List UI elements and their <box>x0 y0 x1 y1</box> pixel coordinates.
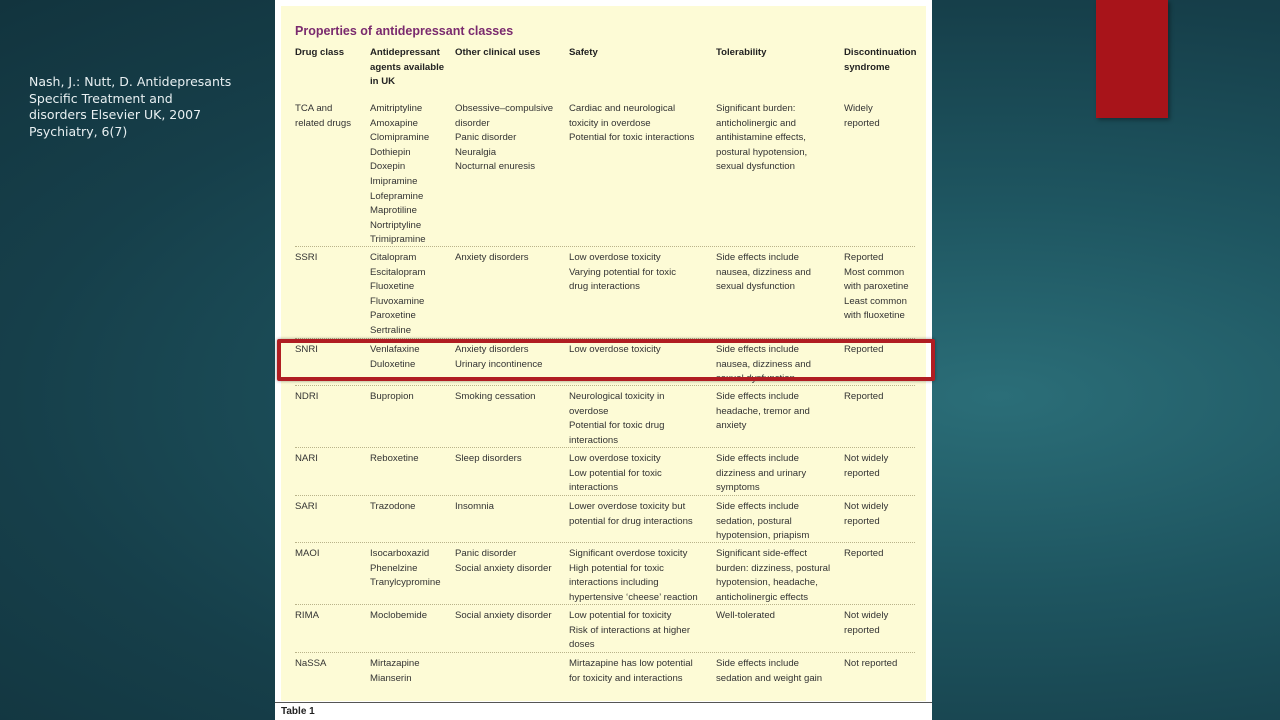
cell-drug-class <box>295 452 318 467</box>
header-discontinuation-line: Discontinuation <box>844 47 917 58</box>
cell-safety-line: Low potential for toxic <box>569 467 662 479</box>
cell-drug-class <box>295 657 326 672</box>
cell-tolerability <box>716 390 810 434</box>
cell-discontinuation-line: Not widely <box>844 501 889 512</box>
cell-tolerability-line: Well-tolerated <box>716 610 776 621</box>
cell-safety <box>569 390 664 448</box>
cell-discontinuation-line: with paroxetine <box>844 281 909 293</box>
cell-drug-class-line: SSRI <box>295 252 318 263</box>
cell-safety <box>569 609 690 653</box>
cell-agents-line: Phenelzine <box>370 562 418 574</box>
cell-other-uses-line: Insomnia <box>455 501 494 512</box>
cell-discontinuation-line: reported <box>844 117 880 129</box>
cell-agents-line: Fluvoxamine <box>370 295 425 307</box>
cell-other-uses-line: Urinary incontinence <box>455 358 543 370</box>
cell-agents-line: Trazodone <box>370 501 416 512</box>
cell-discontinuation-line: Widely <box>844 103 873 114</box>
cell-discontinuation <box>844 547 883 562</box>
cell-drug-class <box>295 251 317 266</box>
table-title: Properties of antidepressant classes <box>295 24 514 38</box>
header-tolerability-line: Tolerability <box>716 47 767 58</box>
cell-discontinuation <box>844 102 880 131</box>
header-safety-line: Safety <box>569 47 598 58</box>
cell-discontinuation <box>844 500 888 529</box>
cell-other-uses <box>455 609 552 624</box>
cell-tolerability-line: Side effects include <box>716 658 800 669</box>
cell-tolerability-line: nausea, dizziness and <box>716 358 811 370</box>
cell-tolerability-line: Side effects include <box>716 391 800 402</box>
cell-drug-class-line: MAOI <box>295 548 320 559</box>
cell-other-uses <box>455 500 494 515</box>
cell-safety <box>569 657 693 686</box>
cell-safety-line: for toxicity and interactions <box>569 672 683 684</box>
cell-discontinuation <box>844 390 883 405</box>
cell-agents <box>370 500 416 515</box>
header-agents-line: agents available <box>370 61 445 73</box>
cell-agents-line: Mirtazapine <box>370 658 420 669</box>
cell-other-uses <box>455 390 536 405</box>
cell-agents-line: Nortriptyline <box>370 219 422 231</box>
cell-safety-line: Risk of interactions at higher <box>569 624 691 636</box>
row-divider <box>295 495 915 496</box>
cell-safety-line: Low potential for toxicity <box>569 610 672 621</box>
cell-discontinuation-line: Reported <box>844 391 884 402</box>
cell-other-uses-line: disorder <box>455 117 490 129</box>
cell-agents-line: Reboxetine <box>370 453 419 464</box>
cell-tolerability-line: Significant burden: <box>716 103 796 114</box>
cell-agents-line: Sertraline <box>370 324 412 336</box>
cell-agents <box>370 251 425 339</box>
citation-text <box>29 74 254 140</box>
cell-safety <box>569 102 694 146</box>
cell-drug-class <box>295 609 319 624</box>
cell-other-uses-line: Anxiety disorders <box>455 252 529 263</box>
cell-safety <box>569 547 698 605</box>
cell-safety-line: Neurological toxicity in <box>569 391 665 402</box>
cell-drug-class-line: SNRI <box>295 344 318 355</box>
cell-tolerability-line: sedation and weight gain <box>716 672 823 684</box>
row-divider <box>295 246 915 247</box>
cell-tolerability-line: sedation, postural <box>716 515 792 527</box>
cell-tolerability-line: dizziness and urinary <box>716 467 807 479</box>
cell-other-uses <box>455 102 553 175</box>
cell-other-uses-line: Obsessive–compulsive <box>455 103 554 114</box>
cell-discontinuation-line: Reported <box>844 344 884 355</box>
cell-safety-line: interactions <box>569 434 619 446</box>
cell-tolerability-line: Side effects include <box>716 252 800 263</box>
cell-safety-line: Lower overdose toxicity but <box>569 501 686 512</box>
header-other-uses-line: Other clinical uses <box>455 47 541 58</box>
row-divider <box>295 604 915 605</box>
cell-agents-line: Escitalopram <box>370 266 426 278</box>
snri-row-highlight <box>277 339 935 381</box>
cell-agents-line: Bupropion <box>370 391 414 402</box>
cell-safety-line: interactions <box>569 482 619 494</box>
cell-discontinuation-line: with fluoxetine <box>844 310 905 322</box>
cell-drug-class <box>295 547 320 562</box>
cell-drug-class-line: NaSSA <box>295 658 327 669</box>
cell-safety-line: interactions including <box>569 577 659 589</box>
cell-agents-line: Tranylcypromine <box>370 577 441 589</box>
cell-drug-class-line: SARI <box>295 501 318 512</box>
cell-agents-line: Doxepin <box>370 161 406 173</box>
cell-safety-line: Low overdose toxicity <box>569 252 661 263</box>
cell-tolerability-line: symptoms <box>716 482 760 494</box>
header-discontinuation-line: syndrome <box>844 61 890 73</box>
cell-other-uses-line: Neuralgia <box>455 146 497 158</box>
cell-tolerability <box>716 547 830 605</box>
cell-tolerability-line: Significant side-effect <box>716 548 808 559</box>
cell-agents-line: Dothiepin <box>370 146 411 158</box>
cell-agents <box>370 452 419 467</box>
citation-line: Psychiatry, 6(7) <box>29 123 128 139</box>
cell-discontinuation <box>844 452 888 481</box>
row-divider <box>295 447 915 448</box>
cell-agents-line: Isocarboxazid <box>370 548 430 559</box>
cell-discontinuation-line: reported <box>844 624 880 636</box>
cell-tolerability-line: sexual dysfunction <box>716 161 795 173</box>
cell-tolerability-line: postural hypotension, <box>716 146 808 158</box>
cell-tolerability <box>716 452 806 496</box>
header-drug-class <box>295 46 344 61</box>
cell-other-uses <box>455 251 529 266</box>
cell-other-uses <box>455 547 552 576</box>
cell-tolerability-line: headache, tremor and <box>716 405 810 417</box>
cell-discontinuation <box>844 251 909 324</box>
cell-other-uses <box>455 452 522 467</box>
cell-agents-line: Moclobemide <box>370 610 428 621</box>
table-caption: Table 1 <box>281 706 315 717</box>
row-divider <box>295 652 915 653</box>
cell-safety-line: hypertensive ‘cheese’ reaction <box>569 591 698 603</box>
cell-tolerability <box>716 609 775 624</box>
cell-safety-line: Cardiac and neurological <box>569 103 676 114</box>
header-drug-class-line: Drug class <box>295 47 345 58</box>
cell-other-uses-line: Nocturnal enuresis <box>455 161 535 173</box>
header-discontinuation <box>844 46 916 75</box>
cell-agents-line: Clomipramine <box>370 132 430 144</box>
cell-tolerability-line: sexual dysfunction <box>716 281 795 293</box>
cell-drug-class <box>295 500 317 515</box>
cell-discontinuation-line: reported <box>844 515 880 527</box>
cell-tolerability <box>716 102 807 175</box>
cell-drug-class-line: related drugs <box>295 117 351 129</box>
cell-tolerability-line: nausea, dizziness and <box>716 266 811 278</box>
cell-safety-line: Mirtazapine has low potential <box>569 658 693 669</box>
cell-safety-line: Potential for toxic interactions <box>569 132 695 144</box>
cell-safety-line: doses <box>569 639 595 651</box>
citation-line: Specific Treatment and <box>29 90 173 106</box>
cell-drug-class <box>295 390 318 405</box>
cell-tolerability-line: antihistamine effects, <box>716 132 806 144</box>
caption-divider <box>275 702 932 703</box>
cell-agents-line: Amoxapine <box>370 117 418 129</box>
header-agents-line: in UK <box>370 76 396 88</box>
cell-discontinuation <box>844 657 897 672</box>
cell-drug-class-line: NDRI <box>295 391 319 402</box>
citation-line: Nash, J.: Nutt, D. Antidepresants <box>29 74 232 89</box>
cell-tolerability-line: burden: dizziness, postural <box>716 562 831 574</box>
row-divider <box>295 542 915 543</box>
cell-safety-line: Varying potential for toxic <box>569 266 677 278</box>
cell-tolerability-line: anticholinergic effects <box>716 591 809 603</box>
cell-agents-line: Venlafaxine <box>370 344 420 355</box>
header-agents <box>370 46 444 90</box>
cell-drug-class-line: NARI <box>295 453 318 464</box>
cell-agents-line: Lofepramine <box>370 190 424 202</box>
cell-agents <box>370 547 441 591</box>
cell-agents-line: Citalopram <box>370 252 417 263</box>
decorative-red-tab <box>1096 0 1168 118</box>
cell-tolerability-line: sexual dysfunction <box>716 373 795 385</box>
cell-discontinuation-line: reported <box>844 467 880 479</box>
header-safety <box>569 46 598 61</box>
cell-drug-class-line: RIMA <box>295 610 319 621</box>
cell-drug-class <box>295 102 351 131</box>
cell-tolerability-line: anticholinergic and <box>716 117 797 129</box>
cell-tolerability-line: hypotension, headache, <box>716 577 818 589</box>
cell-safety <box>569 500 693 529</box>
cell-safety-line: Significant overdose toxicity <box>569 548 688 559</box>
cell-agents-line: Amitriptyline <box>370 103 423 114</box>
cell-tolerability-line: Side effects include <box>716 501 800 512</box>
cell-agents-line: Imipramine <box>370 175 418 187</box>
cell-tolerability <box>716 500 809 544</box>
cell-safety-line: Low overdose toxicity <box>569 344 661 355</box>
cell-safety-line: Low overdose toxicity <box>569 453 661 464</box>
cell-agents-line: Fluoxetine <box>370 281 415 293</box>
cell-safety-line: overdose <box>569 405 609 417</box>
cell-safety-line: drug interactions <box>569 281 640 293</box>
cell-discontinuation-line: Reported <box>844 252 884 263</box>
cell-other-uses-line: Social anxiety disorder <box>455 562 552 574</box>
header-tolerability <box>716 46 766 61</box>
cell-drug-class-line: TCA and <box>295 103 333 114</box>
cell-agents-line: Trimipramine <box>370 234 426 246</box>
cell-agents <box>370 657 420 686</box>
cell-discontinuation-line: Not reported <box>844 658 898 669</box>
cell-agents <box>370 609 427 624</box>
cell-discontinuation <box>844 609 888 638</box>
cell-safety <box>569 452 662 496</box>
cell-tolerability-line: Side effects include <box>716 453 800 464</box>
cell-tolerability-line: hypotension, priapism <box>716 530 810 542</box>
header-other-uses <box>455 46 540 61</box>
cell-safety-line: toxicity in overdose <box>569 117 651 129</box>
cell-safety-line: potential for drug interactions <box>569 515 693 527</box>
cell-tolerability <box>716 251 811 295</box>
cell-discontinuation-line: Least common <box>844 295 907 307</box>
cell-safety-line: High potential for toxic <box>569 562 664 574</box>
cell-discontinuation-line: Most common <box>844 266 905 278</box>
cell-safety <box>569 251 676 295</box>
cell-other-uses-line: Anxiety disorders <box>455 344 529 355</box>
row-divider <box>295 385 915 386</box>
cell-agents-line: Mianserin <box>370 672 412 684</box>
cell-discontinuation-line: Reported <box>844 548 884 559</box>
cell-tolerability-line: Side effects include <box>716 344 800 355</box>
citation-line: disorders Elsevier UK, 2007 <box>29 107 202 122</box>
cell-tolerability-line: anxiety <box>716 420 747 432</box>
cell-other-uses-line: Panic disorder <box>455 548 517 559</box>
cell-tolerability <box>716 657 822 686</box>
cell-discontinuation-line: Not widely <box>844 453 889 464</box>
cell-agents <box>370 390 414 405</box>
cell-other-uses-line: Panic disorder <box>455 132 517 144</box>
header-agents-line: Antidepressant <box>370 47 440 58</box>
cell-other-uses-line: Social anxiety disorder <box>455 610 552 621</box>
cell-agents <box>370 102 429 248</box>
cell-other-uses-line: Sleep disorders <box>455 453 522 464</box>
cell-agents-line: Duloxetine <box>370 358 416 370</box>
cell-agents-line: Paroxetine <box>370 310 416 322</box>
cell-agents-line: Maprotiline <box>370 205 417 217</box>
cell-discontinuation-line: Not widely <box>844 610 889 621</box>
cell-safety-line: Potential for toxic drug <box>569 420 665 432</box>
cell-other-uses-line: Smoking cessation <box>455 391 536 402</box>
